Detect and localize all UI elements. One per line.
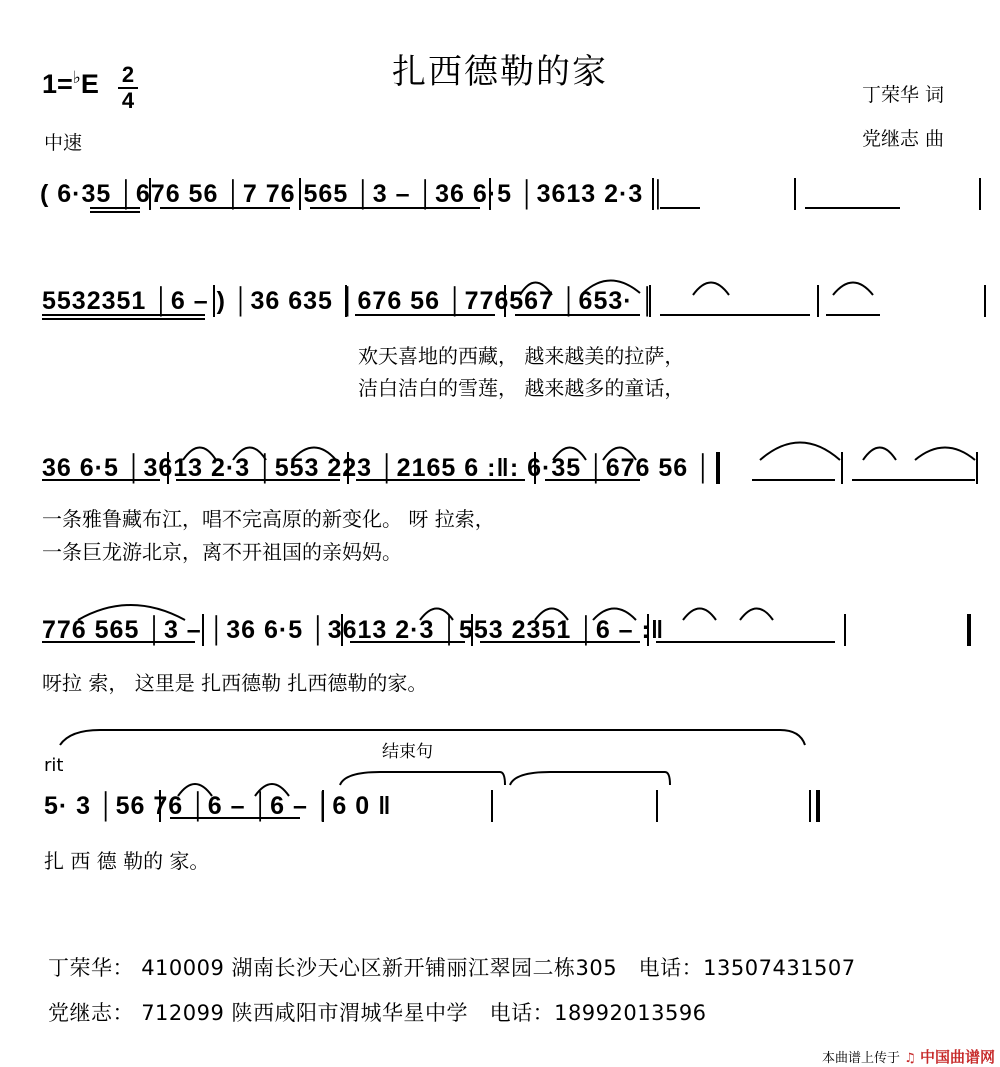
score-line-4: 776 565 │3 – │36 6·5 │3613 2·3 │553 2351 │6 – :‖: [42, 616, 665, 644]
score-line-3: 36 6·5 │3613 2·3 │553 223 │2165 6 :‖: 6·35 │676 56 │: [42, 454, 713, 482]
time-top: 2: [121, 62, 135, 87]
time-bottom: 4: [121, 88, 135, 113]
composer-credit: 党继志 曲: [862, 128, 945, 150]
lyric-line-3-verse-2: 一条巨龙游北京，离不开祖国的亲妈妈。: [42, 540, 402, 564]
contact-phone: 13507431507: [703, 956, 856, 980]
key-note: E: [80, 69, 99, 99]
lyric-line-2-verse-1: 欢天喜地的西藏， 越来越美的拉萨，: [358, 344, 685, 368]
key-label: 1=: [42, 69, 73, 99]
intro-paren: (: [40, 180, 50, 208]
lyricist-credit: 丁荣华 词: [862, 84, 945, 106]
score-line-5: 5· 3 │56 76 │6 – │6 – │6 0 ‖: [44, 792, 392, 820]
contact-phone-label: 电话：: [489, 1001, 555, 1025]
lyric-line-4: 呀拉 索， 这里是 扎西德勒 扎西德勒的家。: [42, 671, 428, 695]
lyric-line-2-verse-2: 洁白洁白的雪莲， 越来越多的童话，: [358, 376, 685, 400]
score-line-1: [40, 180, 668, 209]
score-line-2: 5532351 │6 – ) │36 635 │676 56 │776567 │653· │: [42, 287, 658, 315]
contact-address: 陕西咸阳市渭城华星中学: [231, 1001, 469, 1025]
ending-label: 结束句: [382, 742, 433, 762]
contact-phone-label: 电话：: [638, 956, 704, 980]
contact-postcode: 410009: [141, 956, 225, 980]
footer-uploaded: 本曲谱上传于: [822, 1051, 901, 1066]
footer-watermark: [822, 1046, 995, 1067]
contact-name: 党继志：: [48, 1001, 134, 1025]
lyric-line-5: 扎 西 德 勒的 家。: [44, 849, 210, 873]
lyric-line-3-verse-1: 一条雅鲁藏布江，唱不完高原的新变化。 呀 拉索，: [42, 507, 495, 531]
contact-lyricist: [48, 952, 856, 982]
footer-brand: 中国曲谱网: [919, 1048, 995, 1066]
line1-notes: 6·35 │676 56 │7 76 565 │3 – │36 6·5 │3613 2·3 │: [57, 180, 668, 208]
flat-sign: ♭: [72, 68, 81, 87]
contact-address: 湖南长沙天心区新开铺丽江翠园二栋305: [231, 956, 618, 980]
music-note-icon: ♫: [904, 1051, 916, 1066]
contact-composer: [48, 997, 707, 1027]
contact-phone: 18992013596: [554, 1001, 707, 1025]
contact-name: 丁荣华：: [48, 956, 134, 980]
tempo-marking: 中速: [44, 132, 83, 154]
contact-postcode: 712099: [141, 1001, 225, 1025]
rit-marking: rit: [44, 755, 64, 776]
page-title: 扎西德勒的家: [392, 52, 608, 92]
